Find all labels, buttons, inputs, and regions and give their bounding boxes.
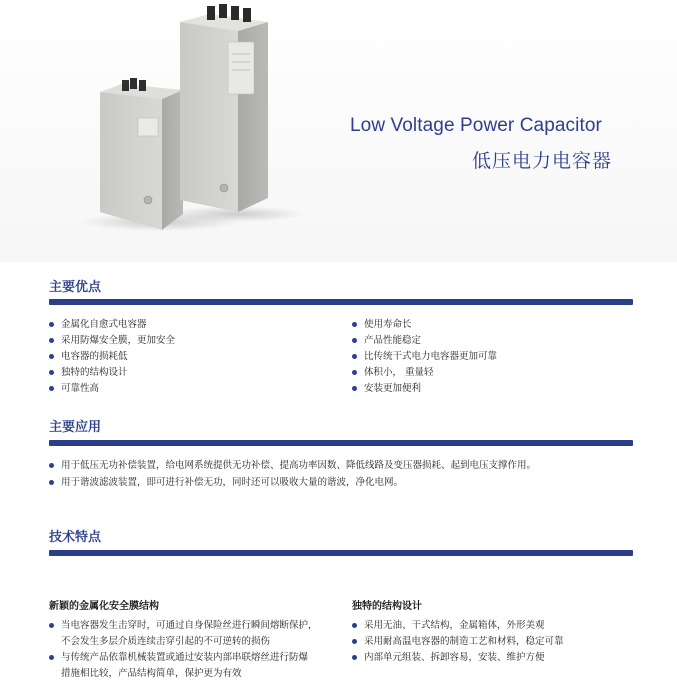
list-item: 采用防爆安全膜，更加安全 [49, 333, 175, 349]
applications-heading: 主要应用 [49, 420, 102, 435]
list-item: 用于低压无功补偿装置，给电网系统提供无功补偿、提高功率因数、降低线路及变压器损耗、起到电压支撑作用。 [49, 458, 536, 475]
list-item: 可靠性高 [49, 381, 175, 397]
list-item: 用于谐波滤波装置，即可进行补偿无功，同时还可以吸收大量的谐波，净化电网。 [49, 475, 536, 492]
bullet-icon [49, 623, 54, 628]
bullet-icon [49, 354, 54, 359]
list-item: 电容器的损耗低 [49, 349, 175, 365]
small-capacitor-illustration [100, 78, 183, 230]
applications-list [49, 458, 536, 491]
list-item-continuation: 措施相比较，产品结构简单，保护更为有效 [61, 668, 242, 679]
advantages-heading: 主要优点 [49, 280, 102, 295]
technical-right-list [352, 618, 564, 666]
bullet-icon [49, 655, 54, 660]
list-item: 金属化自愈式电容器 [49, 317, 175, 333]
bullet-icon [352, 370, 357, 375]
bullet-icon [49, 386, 54, 391]
technical-right-title: 独特的结构设计 [352, 601, 422, 612]
applications-divider [49, 440, 633, 446]
advantages-divider [49, 299, 633, 305]
bullet-icon [352, 322, 357, 327]
technical-heading: 技术特点 [49, 530, 102, 545]
bullet-icon [352, 338, 357, 343]
list-item: 安装更加便利 [352, 381, 497, 397]
bullet-icon [49, 322, 54, 327]
bullet-icon [352, 655, 357, 660]
advantages-left-list [49, 317, 175, 397]
list-item: 比传统干式电力电容器更加可靠 [352, 349, 497, 365]
list-item: 独特的结构设计 [49, 365, 175, 381]
bullet-icon [49, 463, 54, 468]
list-item-continuation: 不会发生多层介质连续击穿引起的不可逆转的损伤 [61, 636, 271, 647]
list-item: 产品性能稳定 [352, 333, 497, 349]
product-title-en: Low Voltage Power Capacitor [350, 115, 602, 136]
tall-capacitor-illustration [180, 4, 268, 212]
bullet-icon [352, 639, 357, 644]
list-item: 与传统产品依靠机械装置或通过安装内部串联熔丝进行防爆 [49, 650, 318, 666]
bullet-icon [352, 386, 357, 391]
list-item: 使用寿命长 [352, 317, 497, 333]
bullet-icon [49, 480, 54, 485]
list-item: 采用耐高温电容器的制造工艺和材料，稳定可靠 [352, 634, 564, 650]
bullet-icon [352, 623, 357, 628]
list-item: 当电容器发生击穿时，可通过自身保险丝进行瞬间熔断保护， [49, 618, 318, 634]
bullet-icon [49, 338, 54, 343]
list-item: 内部单元组装、拆卸容易，安装、维护方便 [352, 650, 564, 666]
technical-left-title: 新颖的金属化安全膜结构 [49, 601, 159, 612]
bullet-icon [352, 354, 357, 359]
product-title-zh: 低压电力电容器 [472, 150, 613, 172]
bullet-icon [49, 370, 54, 375]
technical-divider [49, 550, 633, 556]
list-item: 采用无油、干式结构，金属箱体，外形美观 [352, 618, 564, 634]
list-item: 体积小， 重量轻 [352, 365, 497, 381]
advantages-right-list [352, 317, 497, 397]
technical-left-list [49, 618, 318, 682]
